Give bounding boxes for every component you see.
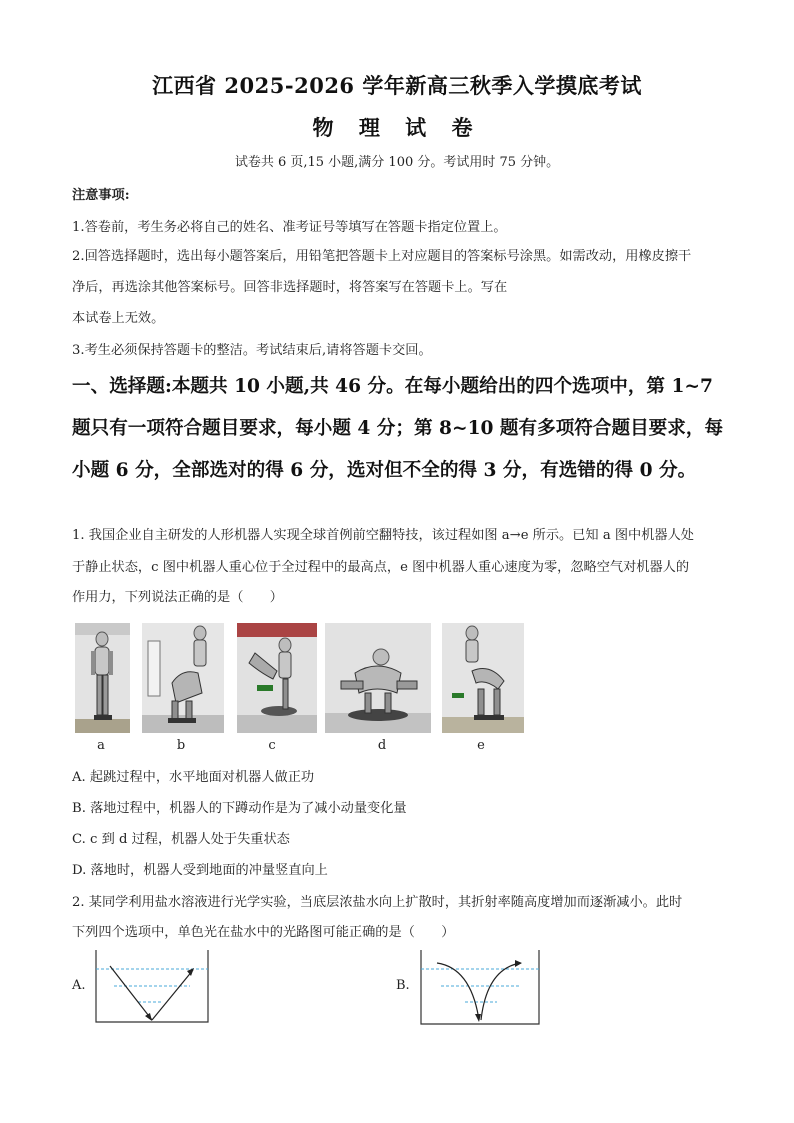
notice-line: 净后，再选涂其他答案标号。回答非选择题时，将答案写在答题卡上。写在 xyxy=(72,280,508,295)
q1-stem-line: 于静止状态，c 图中机器人重心位于全过程中的最高点，e 图中机器人重心速度为零，忽略空气对机器人的 xyxy=(72,560,690,575)
q1-option-b: B. 落地过程中，机器人的下蹲动作是为了减小动量变化量 xyxy=(72,801,407,816)
photo-caption-e: e xyxy=(477,738,485,753)
section-heading-line: 一、选择题:本题共 10 小题,共 46 分。在每小题给出的四个选项中，第 1~7 xyxy=(72,376,713,397)
photo-caption-b: b xyxy=(176,738,186,753)
robot-photo-a xyxy=(75,623,130,733)
notice-line: 3.考生必须保持答题卡的整洁。考试结束后,请将答题卡交回。 xyxy=(72,343,432,358)
q2-diagram-b xyxy=(415,948,547,1026)
q2-stem-line: 下列四个选项中，单色光在盐水中的光路图可能正确的是（ ） xyxy=(72,925,455,940)
q2-option-b-label: B. xyxy=(396,978,410,993)
subject-title: 物 理 试 卷 xyxy=(312,115,482,140)
section-heading-line: 小题 6 分，全部选对的得 6 分，选对但不全的得 3 分，有选错的得 0 分。 xyxy=(72,460,697,481)
robot-photo-b xyxy=(142,623,224,733)
notice-line: 本试卷上无效。 xyxy=(72,311,165,326)
exam-title: 江西省 2025-2026 学年新高三秋季入学摸底考试 xyxy=(152,73,642,98)
q1-option-c: C. c 到 d 过程，机器人处于失重状态 xyxy=(72,832,290,847)
robot-photo-e xyxy=(442,623,524,733)
q1-stem-line: 1. 我国企业自主研发的人形机器人实现全球首例前空翻特技，该过程如图 a→e 所示。已知 a 图中机器人处 xyxy=(72,528,694,543)
robot-photo-d xyxy=(325,623,431,733)
q2-diagram-a xyxy=(90,948,214,1026)
photo-caption-a: a xyxy=(97,738,105,753)
q2-stem-line: 2. 某同学利用盐水溶液进行光学实验，当底层浓盐水向上扩散时，其折射率随高度增加而逐渐减小。此时 xyxy=(72,895,683,910)
photo-caption-d: d xyxy=(377,738,387,753)
robot-photo-c xyxy=(237,623,317,733)
photo-caption-c: c xyxy=(268,738,276,753)
q2-option-a-label: A. xyxy=(72,978,86,993)
q1-option-a: A. 起跳过程中，水平地面对机器人做正功 xyxy=(72,770,315,785)
notice-line: 2.回答选择题时，选出每小题答案后，用铅笔把答题卡上对应题目的答案标号涂黑。如需改动，用橡皮擦干 xyxy=(72,249,692,264)
q1-option-d: D. 落地时，机器人受到地面的冲量竖直向上 xyxy=(72,863,328,878)
exam-info: 试卷共 6 页,15 小题,满分 100 分。考试用时 75 分钟。 xyxy=(234,155,560,170)
notice-heading: 注意事项: xyxy=(72,188,130,203)
section-heading-line: 题只有一项符合题目要求，每小题 4 分；第 8~10 题有多项符合题目要求，每 xyxy=(72,418,724,439)
q1-stem-line: 作用力，下列说法正确的是（ ） xyxy=(72,590,283,605)
notice-line: 1.答卷前，考生务必将自己的姓名、准考证号等填写在答题卡指定位置上。 xyxy=(72,220,507,235)
